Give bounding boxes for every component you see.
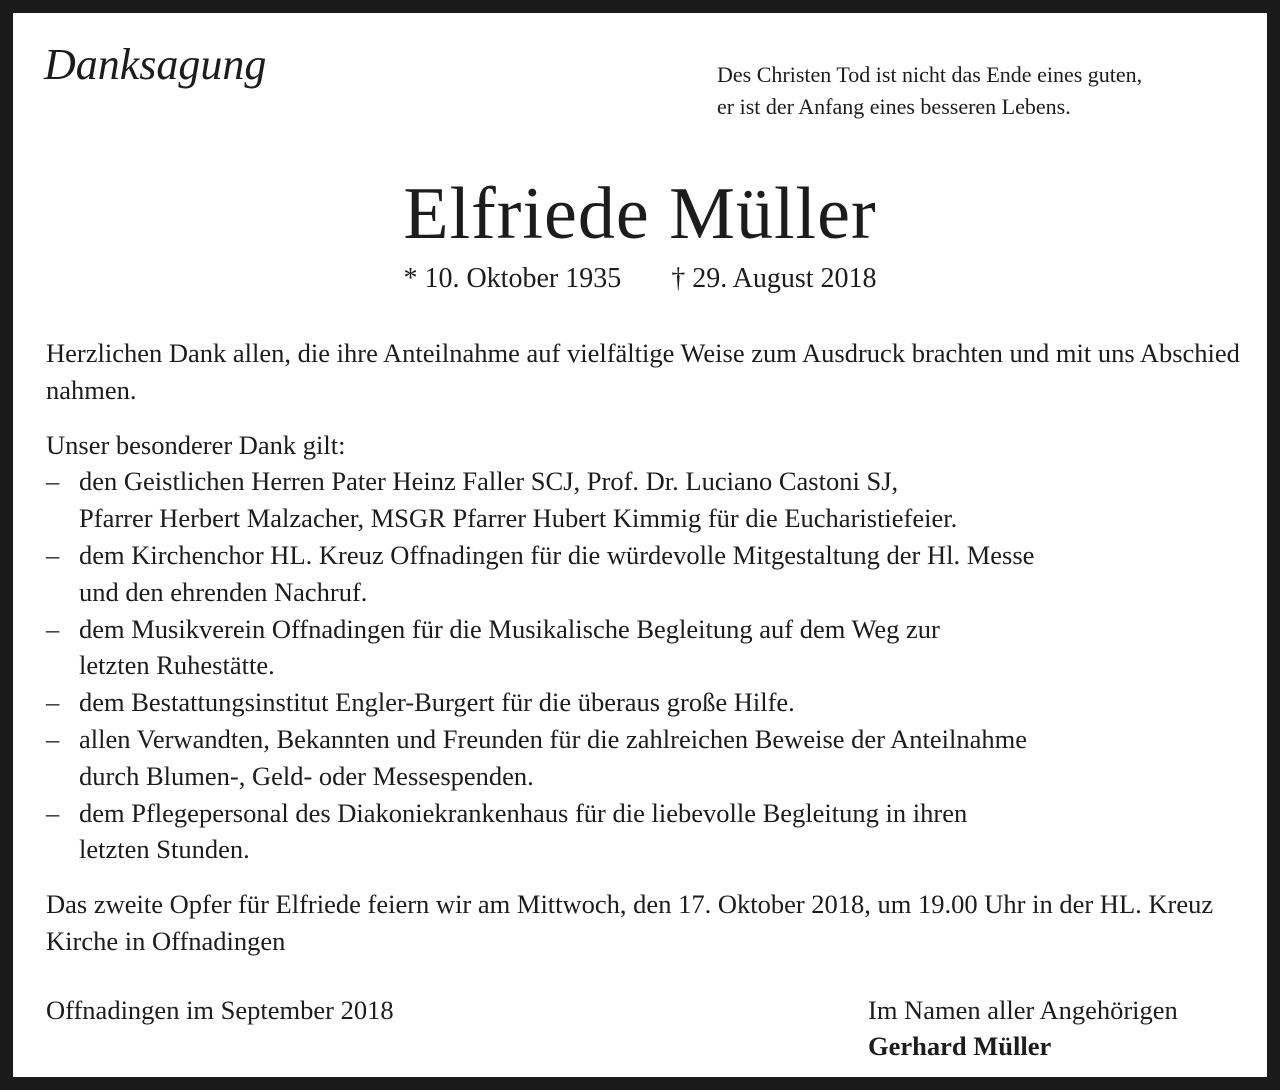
list-dash: – [46,797,60,828]
signer-name: Gerhard Müller [868,1031,1052,1061]
thanks-list [46,463,1246,868]
list-item-text: dem Musikverein Offnadingen für die Musikalische Begleitung auf dem Weg zur letzten Ruhestätte. [79,613,940,681]
thanks-intro: Herzlichen Dank allen, die ihre Anteilnahme auf vielfältige Weise zum Ausdruck brachten und mit uns Abschied nahmen. [46,338,1240,405]
list-item-text: den Geistlichen Herren Pater Heinz Faller SCJ, Prof. Dr. Luciano Castoni SJ, Pfarrer Herbert Malzacher, MSGR Pfarrer Hubert Kimmig für die Eucharistiefeier. [79,466,958,534]
thanks-list-item [46,795,1246,869]
signature-block [868,992,1178,1064]
list-dash: – [46,539,60,570]
motto-line: Des Christen Tod ist nicht das Ende eines guten, [717,62,1143,87]
thanks-list-item [46,684,1246,721]
notice-heading: Danksagung [44,40,267,89]
thanks-list-heading: Unser besonderer Dank gilt: [46,429,346,460]
birth-date: * 10. Oktober 1935 [403,263,622,294]
list-dash: – [46,723,60,754]
thanks-list-item [46,611,1246,685]
motto-quote [717,59,1257,123]
notice-body [46,335,1246,960]
thanks-list-item [46,463,1246,537]
list-dash: – [46,466,60,497]
death-date: † 29. August 2018 [671,263,877,294]
motto-line: er ist der Anfang eines besseren Lebens. [717,94,1071,119]
memorial-service-note: Das zweite Opfer für Elfriede feiern wir am Mittwoch, den 17. Oktober 2018, um 19.00 Uhr in der HL. Kreuz Kirche in Offnadingen [46,889,1214,956]
life-dates [13,261,1267,297]
thanks-list-item [46,721,1246,795]
thanks-list-item [46,537,1246,611]
list-item-text: allen Verwandten, Bekannten und Freunden für die zahlreichen Beweise der Anteilnahme durch Blumen-, Geld- oder Messespenden. [79,723,1028,791]
list-dash: – [46,613,60,644]
obituary-notice [13,13,1267,1077]
list-item-text: dem Kirchenchor HL. Kreuz Offnadingen für die würdevolle Mitgestaltung der Hl. Messe und den ehrenden Nachruf. [79,539,1035,607]
place-and-date: Offnadingen im September 2018 [46,995,394,1025]
list-item-text: dem Pflegepersonal des Diakoniekrankenhaus für die liebevolle Begleitung in ihren letzten Stunden. [79,797,968,865]
deceased-name: Elfriede Müller [403,173,877,255]
signature-line: Im Namen aller Angehörigen [868,995,1178,1025]
list-dash: – [46,687,60,718]
list-item-text: dem Bestattungsinstitut Engler-Burgert für die überaus große Hilfe. [79,687,795,718]
